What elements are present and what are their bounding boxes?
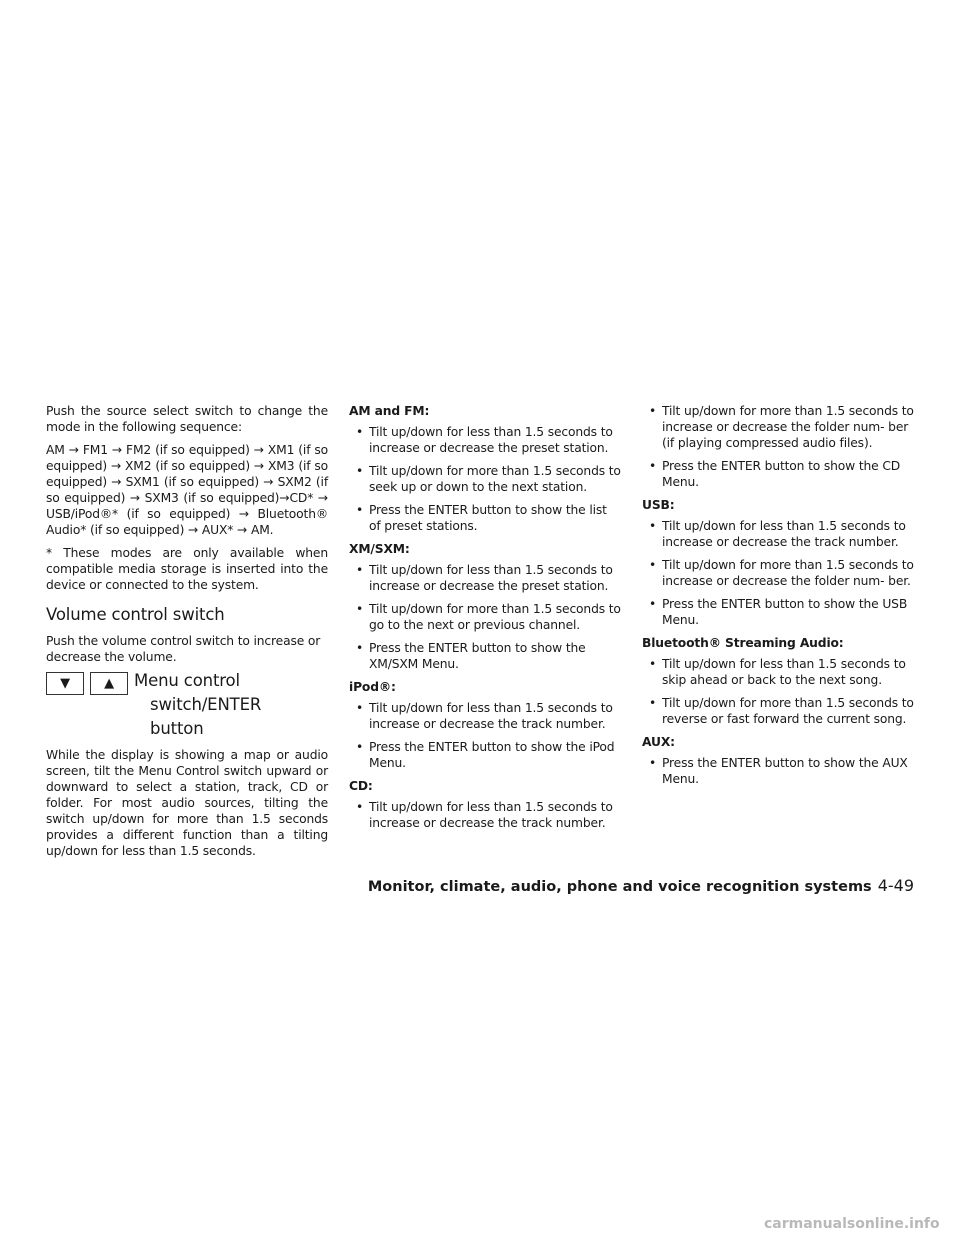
page-footer xyxy=(0,876,914,895)
list-item: • Tilt up/down for less than 1.5 seconds to skip ahead or back to the next song. xyxy=(649,657,906,687)
column-3 xyxy=(642,403,914,794)
column-2 xyxy=(349,403,621,838)
bt-title: Bluetooth® Streaming Audio: xyxy=(642,636,844,650)
list-item: • Tilt up/down for less than 1.5 seconds to increase or decrease the preset station. xyxy=(356,425,613,455)
xm-title: XM/SXM: xyxy=(349,542,410,556)
list-item: • Tilt up/down for less than 1.5 seconds to increase or decrease the track number. xyxy=(649,519,906,549)
list-item: • Press the ENTER button to show the USB Menu. xyxy=(649,597,908,627)
list-item: • Tilt up/down for less than 1.5 seconds to increase or decrease the preset station. xyxy=(356,563,613,593)
list-item: • Press the ENTER button to show the XM/SXM Menu. xyxy=(356,641,586,671)
volume-section-title: Volume control switch xyxy=(46,605,225,624)
ipod-title: iPod®: xyxy=(349,680,396,694)
intro-text: Push the source select switch to change the mode in the following sequence: xyxy=(46,404,328,434)
footer-section-title: Monitor, climate, audio, phone and voice recognition systems xyxy=(367,879,872,895)
list-item: • Press the ENTER button to show the CD Menu. xyxy=(649,459,901,489)
amfm-title: AM and FM: xyxy=(349,404,430,418)
volume-text: Push the volume control switch to increase or decrease the volume. xyxy=(46,634,321,664)
list-item: • Press the ENTER button to show the list of preset stations. xyxy=(356,503,607,533)
aux-title: AUX: xyxy=(642,735,675,749)
list-item: • Tilt up/down for more than 1.5 seconds to increase or decrease the folder num- ber. xyxy=(649,558,914,588)
tilt-up-icon: ▲ xyxy=(90,672,128,695)
list-item: • Tilt up/down for more than 1.5 seconds to increase or decrease the folder num- ber (if playing compressed audio files). xyxy=(649,404,914,450)
column-1 xyxy=(46,403,328,866)
list-item: • Tilt up/down for less than 1.5 seconds to increase or decrease the track number. xyxy=(356,800,613,830)
watermark: carmanualsonline.info xyxy=(764,1216,940,1232)
list-item: • Tilt up/down for more than 1.5 seconds to go to the next or previous channel. xyxy=(356,602,621,632)
tilt-down-icon: ▼ xyxy=(46,672,84,695)
menu-control-heading xyxy=(46,672,328,741)
list-item: • Tilt up/down for more than 1.5 seconds to seek up or down to the next station. xyxy=(356,464,621,494)
list-item: • Tilt up/down for more than 1.5 seconds to reverse or fast forward the current song. xyxy=(649,696,914,726)
list-item: • Press the ENTER button to show the AUX Menu. xyxy=(649,756,908,786)
menu-control-title: Menu control switch/ENTER button xyxy=(134,671,262,738)
usb-title: USB: xyxy=(642,498,675,512)
list-item: • Tilt up/down for less than 1.5 seconds to increase or decrease the track number. xyxy=(356,701,613,731)
cd-title: CD: xyxy=(349,779,373,793)
menu-control-text: While the display is showing a map or audio screen, tilt the Menu Control switch upward or downward to select a station, track, CD or folder. For most audio sources, tilting the switch up/down for more than 1.5 seconds provides a different function than a tilting up/down for less than 1.5 seconds. xyxy=(46,748,328,858)
mode-sequence-text: AM → FM1 → FM2 (if so equipped) → XM1 (if so equipped) → XM2 (if so equipped) → XM3 (if so equipped) → SXM1 (if so equipped) → SXM2 (if so equipped) → SXM3 (if so equipped)→CD* → USB/iPod®* (if so equipped) → Bluetooth® Audio* (if so equipped) → AUX* → AM. xyxy=(46,443,328,537)
modes-footnote: * These modes are only available when compatible media storage is inserted into the device or connected to the system. xyxy=(46,546,328,592)
page-number: 4-49 xyxy=(877,876,914,895)
list-item: • Press the ENTER button to show the iPod Menu. xyxy=(356,740,615,770)
